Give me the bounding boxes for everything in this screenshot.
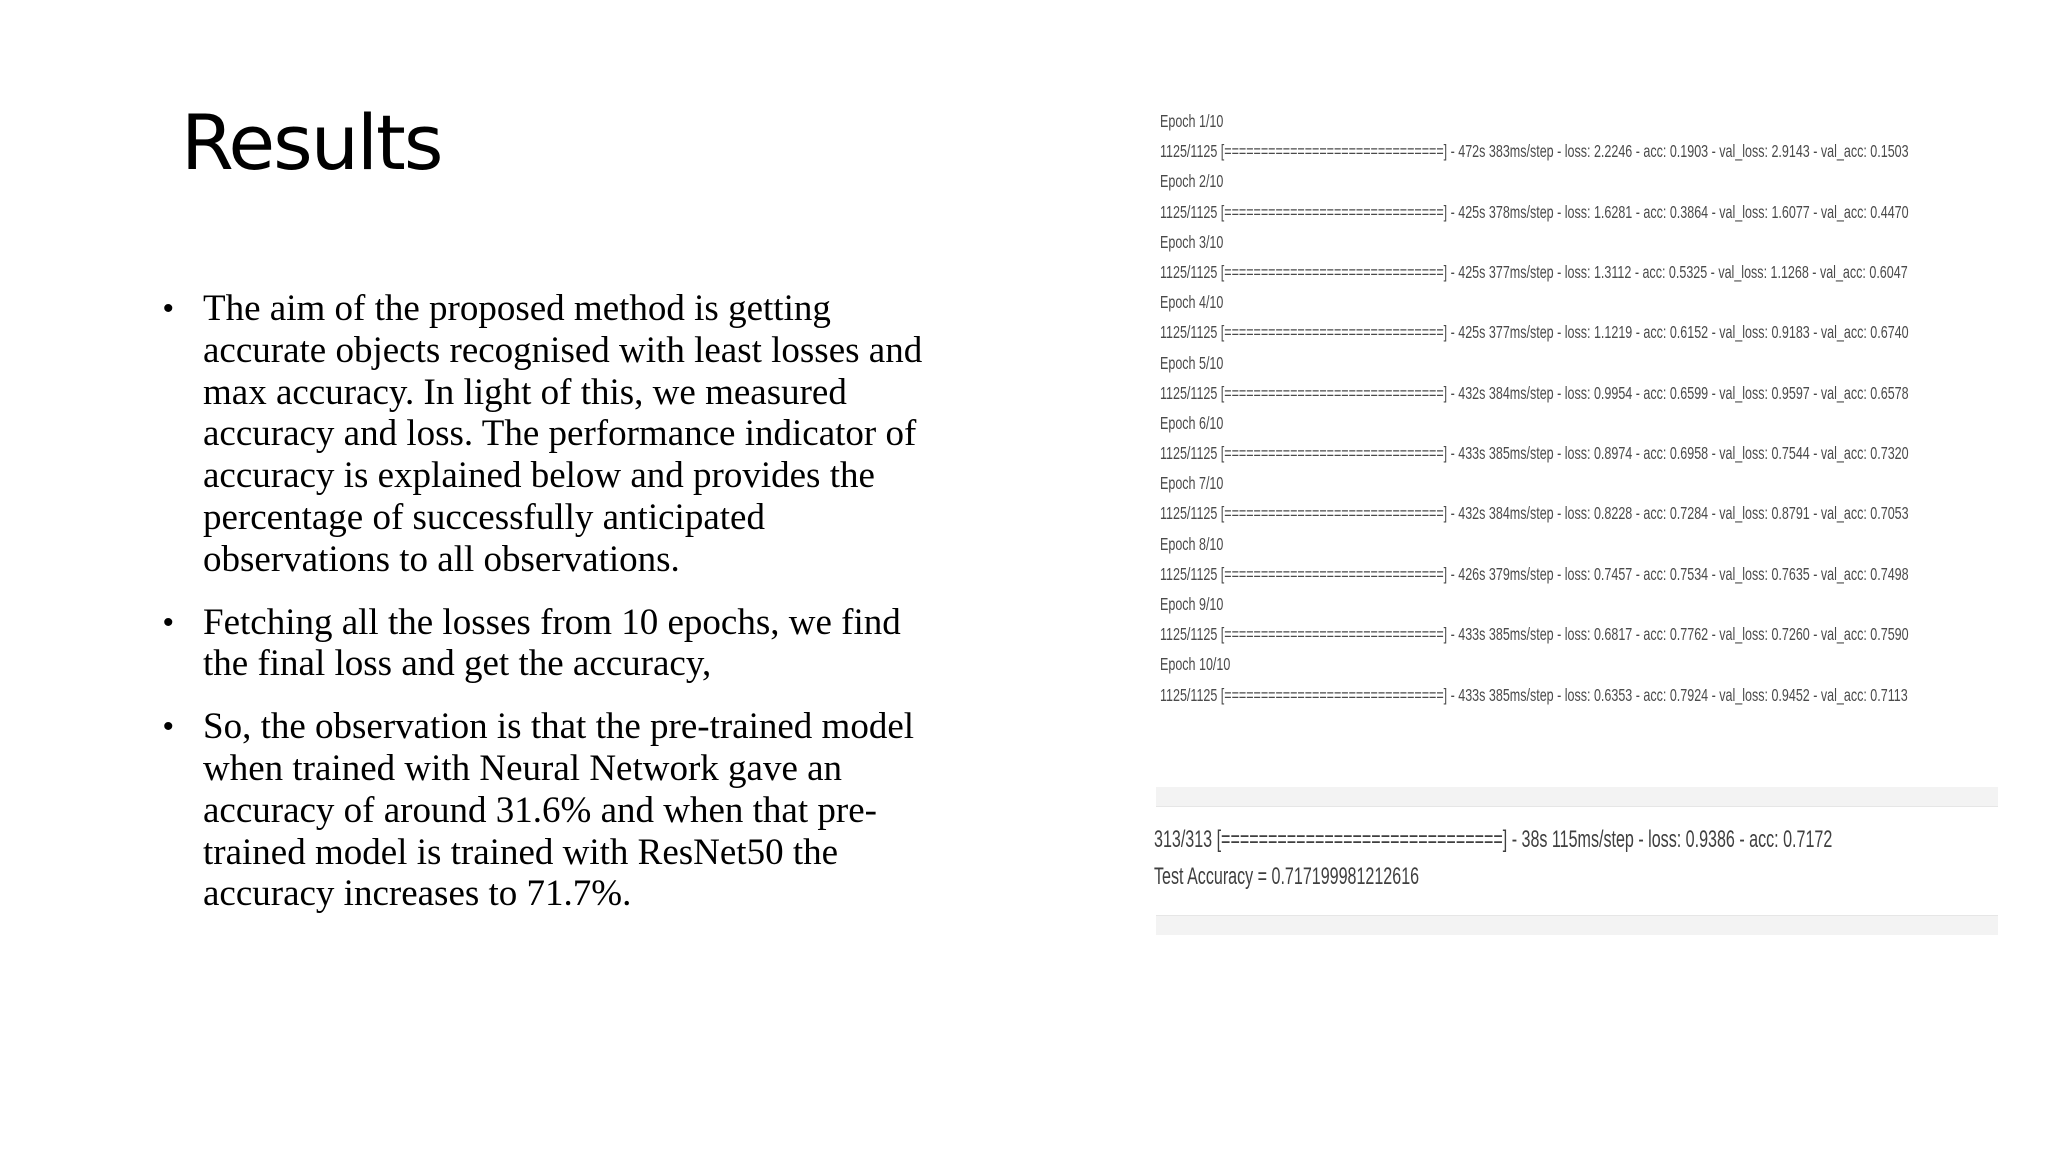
bullet-item-aim	[160, 288, 980, 581]
bullet-text-line: So, the observation is that the pre-trained model	[203, 706, 915, 748]
bullet-text-line: accuracy and loss. The performance indicator of	[203, 413, 917, 455]
bullet-text-line: when trained with Neural Network gave an	[203, 747, 843, 789]
epoch-label: Epoch 5/10	[1160, 352, 1224, 373]
epoch-label: Epoch 3/10	[1160, 231, 1224, 252]
epoch-label: Epoch 4/10	[1160, 292, 1224, 313]
epoch-metrics: 1125/1125 [==============================] - 426s 379ms/step - loss: 0.7457 - acc: 0.7534 - val_loss: 0.7635 - val_acc: 0.7498	[1160, 563, 1909, 584]
test-output-screenshot	[1154, 787, 2000, 936]
bullet-text-line: The aim of the proposed method is getting	[203, 288, 831, 329]
bullet-item-losses	[160, 602, 980, 686]
bullet-text-line: Fetching all the losses from 10 epochs, we find	[203, 601, 901, 643]
epoch-metrics: 1125/1125 [==============================] - 433s 385ms/step - loss: 0.8974 - acc: 0.6958 - val_loss: 0.7544 - val_acc: 0.7320	[1160, 443, 1909, 464]
epoch-label: Epoch 7/10	[1160, 473, 1224, 494]
epoch-metrics: 1125/1125 [==============================] - 433s 385ms/step - loss: 0.6817 - acc: 0.7762 - val_loss: 0.7260 - val_acc: 0.7590	[1160, 624, 1909, 645]
bullet-text-line: percentage of successfully anticipated	[203, 496, 765, 538]
bullet-text-line: accuracy increases to 71.7%.	[203, 873, 632, 915]
bullet-icon: •	[163, 710, 174, 744]
bullet-icon: •	[163, 292, 174, 325]
epoch-label: Epoch 2/10	[1160, 171, 1224, 192]
epoch-metrics: 1125/1125 [==============================] - 425s 377ms/step - loss: 1.3112 - acc: 0.5325 - val_loss: 1.1268 - val_acc: 0.6047	[1160, 261, 1908, 282]
test-output-text	[1154, 821, 1925, 895]
panel-bottom-bar	[1156, 915, 1998, 935]
epoch-metrics: 1125/1125 [==============================] - 433s 385ms/step - loss: 0.6353 - acc: 0.7924 - val_loss: 0.9452 - val_acc: 0.7113	[1160, 684, 1908, 705]
epoch-metrics: 1125/1125 [==============================] - 425s 377ms/step - loss: 1.1219 - acc: 0.6152 - val_loss: 0.9183 - val_acc: 0.6740	[1160, 322, 1909, 343]
bullet-text-line: the final loss and get the accuracy,	[203, 643, 712, 685]
epoch-metrics: 1125/1125 [==============================] - 425s 378ms/step - loss: 1.6281 - acc: 0.3864 - val_loss: 1.6077 - val_acc: 0.4470	[1160, 201, 1909, 222]
epoch-label: Epoch 8/10	[1160, 533, 1224, 554]
epoch-metrics: 1125/1125 [==============================] - 432s 384ms/step - loss: 0.9954 - acc: 0.6599 - val_loss: 0.9597 - val_acc: 0.6578	[1160, 382, 1909, 403]
bullet-text-line: accuracy of around 31.6% and when that pre-	[203, 789, 877, 831]
epoch-metrics: 1125/1125 [==============================] - 472s 383ms/step - loss: 2.2246 - acc: 0.1903 - val_loss: 2.9143 - val_acc: 0.1503	[1160, 141, 1909, 162]
bullet-text-line: accuracy is explained below and provides the	[203, 455, 875, 497]
test-accuracy: Test Accuracy = 0.717199981212616	[1154, 863, 1420, 890]
epoch-label: Epoch 10/10	[1160, 654, 1231, 675]
epoch-label: Epoch 1/10	[1160, 111, 1224, 131]
training-log-screenshot	[1160, 106, 1909, 710]
bullet-text-line: observations to all observations.	[203, 538, 680, 580]
bullet-text-line: accurate objects recognised with least losses and	[203, 329, 923, 371]
bullet-list	[160, 288, 980, 936]
epoch-label: Epoch 6/10	[1160, 412, 1224, 433]
epoch-label: Epoch 9/10	[1160, 594, 1224, 614]
bullet-text-line: trained model is trained with ResNet50 the	[203, 831, 839, 873]
bullet-text-line: max accuracy. In light of this, we measured	[203, 371, 847, 413]
panel-top-bar	[1156, 787, 1998, 807]
test-metrics: 313/313 [==============================] - 38s 115ms/step - loss: 0.9386 - acc: 0.7172	[1154, 826, 1833, 853]
epoch-metrics: 1125/1125 [==============================] - 432s 384ms/step - loss: 0.8228 - acc: 0.7284 - val_loss: 0.8791 - val_acc: 0.7053	[1160, 503, 1909, 524]
slide-title: Results	[181, 98, 442, 187]
bullet-icon: •	[163, 605, 174, 639]
bullet-item-observation	[160, 706, 980, 915]
